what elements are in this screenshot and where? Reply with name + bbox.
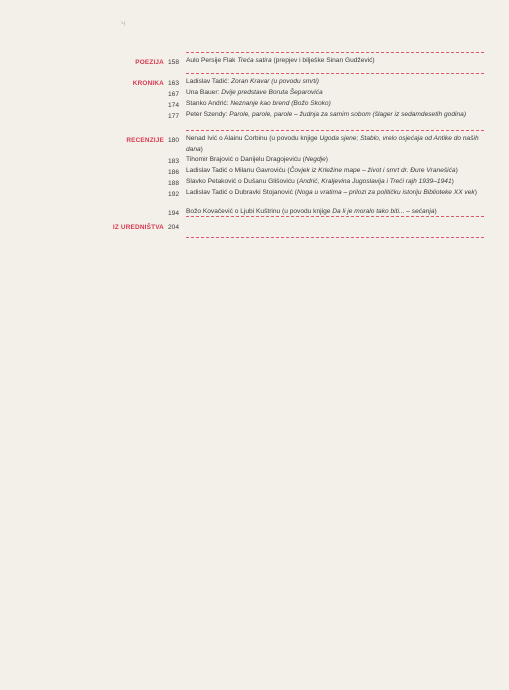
entry-title: Negdje <box>304 156 326 163</box>
entry-text <box>186 155 486 166</box>
entry-text <box>186 110 486 121</box>
section-rule <box>186 73 484 74</box>
entry-text <box>186 134 486 155</box>
entry-author: Stanko Andrić: <box>186 100 231 107</box>
entry-title: Dvije predstave Boruta Šeparovića <box>221 89 323 96</box>
page-number: 167 <box>167 91 179 98</box>
entry-text <box>186 99 486 110</box>
entry-author: Ladislav Tadić: <box>186 78 231 85</box>
page-number: 163 <box>167 80 179 87</box>
entry-author: Ladislav Tadić o Milanu Gavroviću ( <box>186 167 290 174</box>
entry-rest: (prepjev i bilješke Sinan Gudžević) <box>271 57 375 64</box>
entry-rest: ) <box>474 189 477 196</box>
entry-title: Noga u vratima – prilozi za političku istoriju Biblioteke XX vek <box>296 189 475 196</box>
entry-title: Čovjek iz Krležine mape – život i smrt dr. Đure Vranešića <box>289 167 456 174</box>
entry-title: Treća satira <box>237 57 272 64</box>
entry-title: Ugoda sjene; Stablo, vrelo osjećaja od Antike do naših dana <box>186 135 479 153</box>
section-label: RECENZIJE <box>126 137 164 144</box>
page-number: 204 <box>167 224 179 231</box>
entry-text <box>186 77 486 88</box>
entry-rest: ) <box>455 167 458 174</box>
page-number: 186 <box>167 169 179 176</box>
entry-title: Neznanje kao brend (Božo Skoko) <box>230 100 331 107</box>
entry-text <box>186 207 486 218</box>
page-number: 174 <box>167 102 179 109</box>
section-rule <box>186 52 484 53</box>
entry-author: Aulo Persije Flak <box>186 57 238 64</box>
entry-text <box>186 166 486 177</box>
entry-title: Zoran Kravar (u povodu smrti) <box>230 78 319 85</box>
page-number: 192 <box>167 191 179 198</box>
entry-rest: ) <box>434 208 437 215</box>
section-label: POEZIJA <box>135 59 164 66</box>
entry-title: Da li je moralo tako biti... – sećanja <box>332 208 435 215</box>
entry-text <box>186 188 486 199</box>
entry-author: Una Bauer: <box>186 89 222 96</box>
section-rule <box>186 130 484 131</box>
entry-author: Ladislav Tadić o Dubravki Stojanović ( <box>186 189 297 196</box>
section-rule <box>186 237 484 238</box>
entry-rest: ) <box>325 156 328 163</box>
entry-author: Nenad Ivić o Alainu Corbinu (u povodu knjige <box>186 135 320 142</box>
entry-author: Peter Szendy: <box>186 111 230 118</box>
section-label: KRONIKA <box>132 80 164 87</box>
page-number: 180 <box>167 137 179 144</box>
page-number: 188 <box>167 180 179 187</box>
page-number: 183 <box>167 158 179 165</box>
entry-title: Andrić, Kraljevina Jugoslavija i Treći rajh 1939–1941 <box>298 178 452 185</box>
entry-author: Božo Kovačević o Ljubi Kuštrinu (u povodu knjige <box>186 208 333 215</box>
entry-text <box>186 56 486 67</box>
page-number: 194 <box>167 210 179 217</box>
entry-text <box>186 88 486 99</box>
entry-author: Slavko Petaković o Dušanu Glišoviću ( <box>186 178 299 185</box>
entry-text <box>186 177 486 188</box>
entry-rest: ) <box>200 145 203 153</box>
entry-author: Tihomir Brajović o Danijelu Dragojeviću ( <box>186 156 305 163</box>
page-number: 177 <box>167 113 179 120</box>
entry-rest: ) <box>451 178 454 185</box>
corner-mark: ч <box>121 18 126 28</box>
entry-title: Parole, parole, parole – žudnja za samim sobom (šlager iz sedamdesetih godina) <box>229 111 467 118</box>
section-label: IZ UREDNIŠTVA <box>112 224 164 231</box>
page-number: 158 <box>167 59 179 66</box>
